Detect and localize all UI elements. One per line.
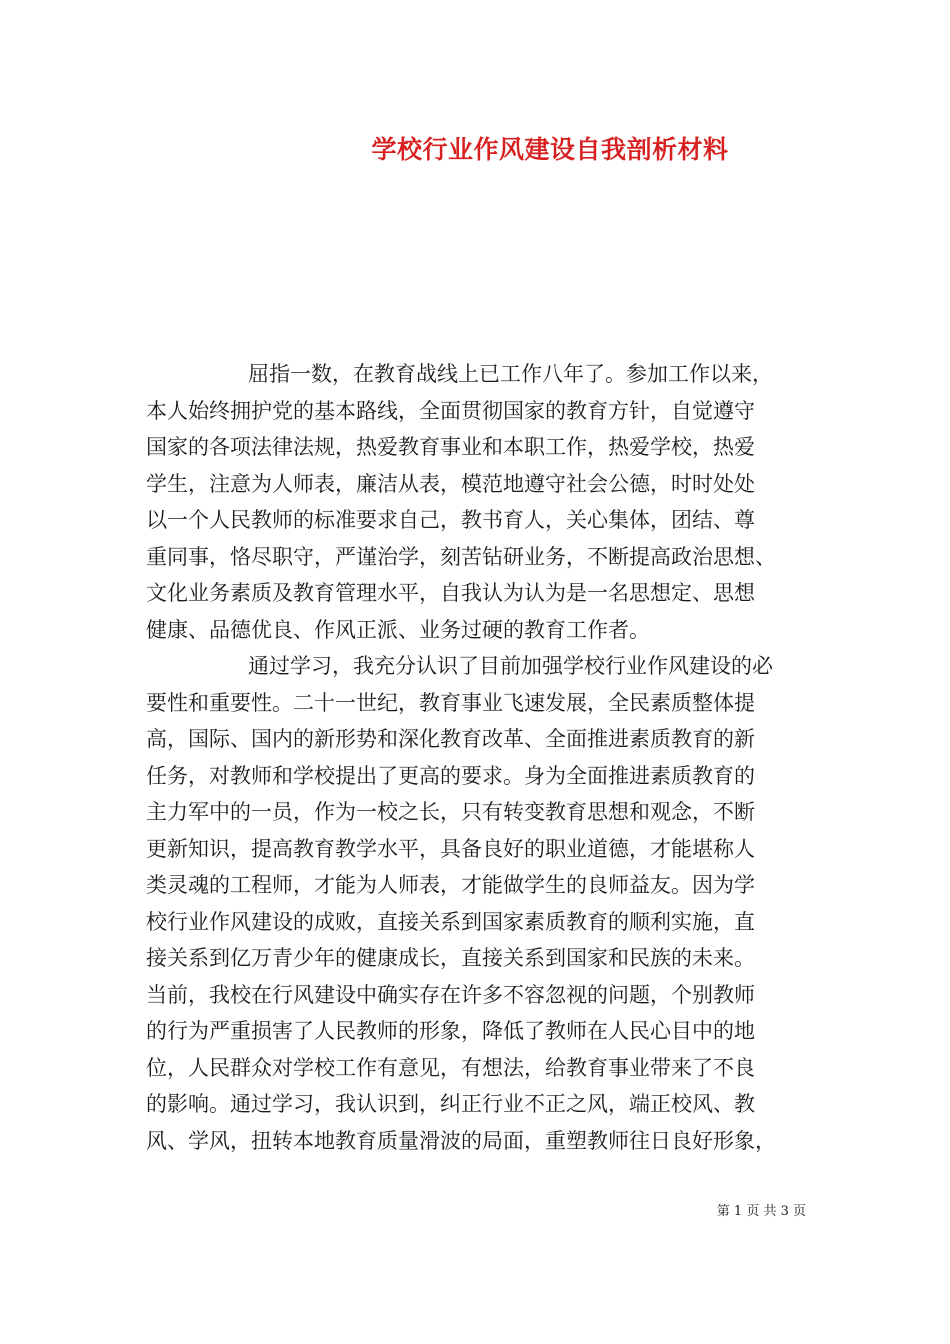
text-line: 高，国际、国内的新形势和深化教育改革、全面推进素质教育的新: [146, 727, 755, 751]
paragraph-2: [146, 648, 826, 1159]
text-line: 通过学习，我充分认识了目前加强学校行业作风建设的必: [248, 654, 773, 678]
text-line: 要性和重要性。二十一世纪，教育事业飞速发展，全民素质整体提: [146, 690, 755, 715]
text-line: 风、学风，扭转本地教育质量滑波的局面，重塑教师往日良好形象，: [146, 1128, 776, 1153]
text-line: 位，人民群众对学校工作有意见，有想法，给教育事业带来了不良: [146, 1055, 755, 1080]
text-line: 健康、品德优良、作风正派、业务过硬的教育工作者。: [146, 617, 650, 642]
text-line: 任务，对教师和学校提出了更高的要求。身为全面推进素质教育的: [146, 763, 755, 788]
text-line: 文化业务素质及教育管理水平，自我认为认为是一名思想定、思想: [146, 581, 755, 605]
text-line: 以一个人民教师的标准要求自己，教书育人，关心集体，团结、尊: [146, 508, 755, 532]
text-line: 国家的各项法律法规，热爱教育事业和本职工作，热爱学校，热爱: [146, 435, 755, 459]
text-line: 本人始终拥护党的基本路线，全面贯彻国家的教育方针，自觉遵守: [146, 398, 755, 423]
text-line: 更新知识，提高教育教学水平，具备良好的职业道德，才能堪称人: [146, 836, 755, 861]
text-line: 学生，注意为人师表，廉洁从表，模范地遵守社会公德，时时处处: [146, 471, 755, 496]
page-number-footer: 第 1 页 共 3 页: [716, 1204, 806, 1219]
document-body: [146, 356, 826, 1159]
text-line: 主力军中的一员，作为一校之长，只有转变教育思想和观念，不断: [146, 800, 755, 824]
text-line: 类灵魂的工程师，才能为人师表，才能做学生的良师益友。因为学: [146, 873, 755, 897]
document-title: 学校行业作风建设自我剖析材料: [371, 135, 729, 164]
text-line: 的影响。通过学习，我认识到，纠正行业不正之风，端正校风、教: [146, 1092, 755, 1116]
text-line: 当前，我校在行风建设中确实存在许多不容忽视的问题，个别教师: [146, 982, 755, 1007]
text-line: 重同事，恪尽职守，严谨治学，刻苦钻研业务，不断提高政治思想、: [146, 544, 776, 569]
text-line: 校行业作风建设的成败，直接关系到国家素质教育的顺利实施，直: [146, 909, 755, 934]
paragraph-1: [146, 356, 826, 648]
text-line: 屈指一数，在教育战线上已工作八年了。参加工作以来，: [248, 362, 773, 386]
text-line: 的行为严重损害了人民教师的形象，降低了教师在人民心目中的地: [146, 1019, 755, 1043]
text-line: 接关系到亿万青少年的健康成长，直接关系到国家和民族的未来。: [146, 946, 755, 970]
